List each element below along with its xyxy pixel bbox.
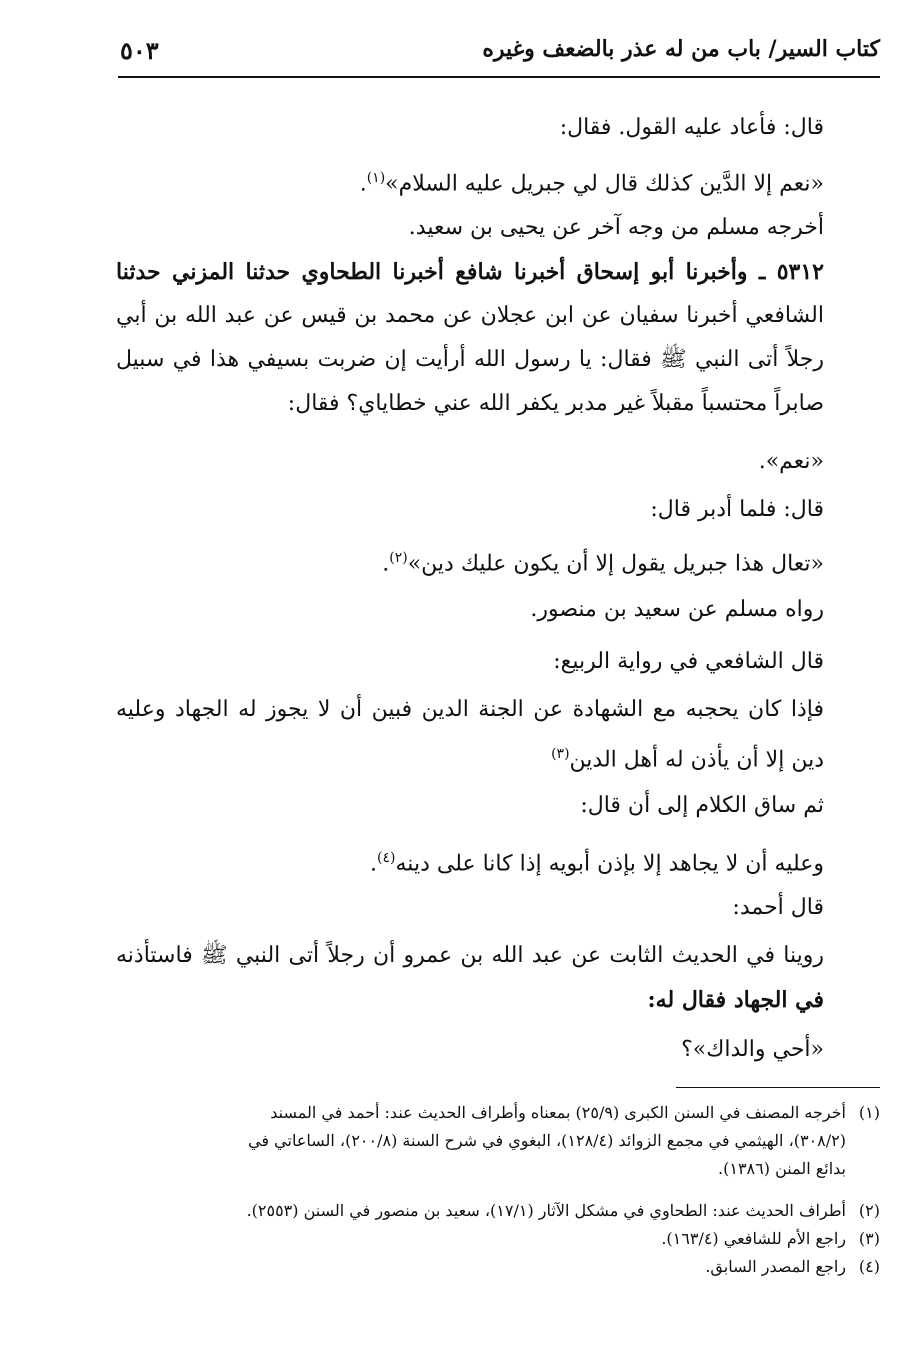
footnote-number: (٢) bbox=[858, 1201, 880, 1220]
text-line: صابراً محتسباً مقبلاً غير مدبر يكفر الله عني خطاياي؟ فقال: bbox=[287, 391, 824, 416]
footnote-text: (٣٠٨/٢)، الهيثمي في مجمع الزوائد (١٢٨/٤)، البغوي في شرح السنة (٢٠٠/٨)، الساعاتي في bbox=[248, 1131, 846, 1150]
footnote-text: بدائع المنن (١٣٨٦). bbox=[718, 1159, 846, 1178]
chapter-title: كتاب السير/ باب من له عذر بالضعف وغيره bbox=[482, 36, 880, 62]
footnote-item bbox=[118, 1254, 880, 1280]
text-line: في الجهاد فقال له: bbox=[647, 987, 824, 1013]
text-line: «أحي والداك»؟ bbox=[681, 1037, 824, 1062]
footnote-continuation bbox=[118, 1128, 880, 1154]
footnote-ref: (٤) bbox=[377, 850, 396, 866]
text-line: ٥٣١٢ ـ وأخبرنا أبو إسحاق أخبرنا شافع أخبرنا الطحاوي حدثنا المزني حدثنا bbox=[116, 259, 824, 285]
footnote-divider bbox=[676, 1087, 880, 1088]
text-line: قال: فلما أدبر قال: bbox=[650, 497, 824, 522]
footnote-ref: (٢) bbox=[389, 550, 408, 566]
footnote-number: (٣) bbox=[858, 1229, 880, 1248]
footnote-number: (٤) bbox=[858, 1257, 880, 1276]
page-number: ٥٠٣ bbox=[120, 36, 159, 65]
text-line: دين إلا أن يأذن له أهل الدين$^{(٣)}$ bbox=[551, 746, 824, 773]
text-line: رجلاً أتى النبي ﷺ فقال: يا رسول الله أرأيت إن ضربت بسيفي هذا في سبيل bbox=[116, 347, 824, 372]
text-line: رواه مسلم عن سعيد بن منصور. bbox=[530, 597, 824, 622]
footnote-continuation bbox=[118, 1156, 880, 1182]
text-line: «تعال هذا جبريل يقول إلا أن يكون عليك دين»$^{(٢)}$. bbox=[382, 550, 824, 577]
running-header bbox=[118, 30, 880, 78]
text-line: قال أحمد: bbox=[732, 895, 824, 920]
text-line: ثم ساق الكلام إلى أن قال: bbox=[580, 793, 824, 818]
text-line: قال: فأعاد عليه القول. فقال: bbox=[559, 115, 824, 140]
main-text bbox=[116, 104, 824, 1084]
footnote-ref: (٣) bbox=[551, 746, 570, 762]
footnote-item bbox=[118, 1198, 880, 1224]
text-line: الشافعي أخبرنا سفيان عن ابن عجلان عن محمد بن قيس عن عبد الله بن أبي bbox=[116, 303, 824, 328]
footnote-number: (١) bbox=[858, 1103, 880, 1122]
text-line: «نعم». bbox=[758, 449, 824, 474]
text-line: «نعم إلا الدَّين كذلك قال لي جبريل عليه السلام»$^{(١)}$. bbox=[359, 170, 824, 197]
footnote-text: راجع المصدر السابق. bbox=[705, 1257, 846, 1276]
footnote-text: أطراف الحديث عند: الطحاوي في مشكل الآثار (١٧/١)، سعيد بن منصور في السنن (٢٥٥٣). bbox=[246, 1201, 846, 1220]
text-line: روينا في الحديث الثابت عن عبد الله بن عمرو أن رجلاً أتى النبي ﷺ فاستأذنه bbox=[116, 943, 824, 968]
text-line: قال الشافعي في رواية الربيع: bbox=[553, 649, 824, 674]
text-line: وعليه أن لا يجاهد إلا بإذن أبويه إذا كانا على دينه$^{(٤)}$. bbox=[370, 850, 824, 877]
footnote-text: راجع الأم للشافعي (١٦٣/٤). bbox=[661, 1229, 846, 1248]
text-line: أخرجه مسلم من وجه آخر عن يحيى بن سعيد. bbox=[408, 215, 824, 240]
text-line: فإذا كان يحجبه مع الشهادة عن الجنة الدين فبين أن لا يجوز له الجهاد وعليه bbox=[116, 697, 824, 722]
footnote-ref: (١) bbox=[366, 170, 386, 186]
footnote-item bbox=[118, 1100, 880, 1126]
footnote-item bbox=[118, 1226, 880, 1252]
footnote-text: أخرجه المصنف في السنن الكبرى (٢٥/٩) بمعناه وأطراف الحديث عند: أحمد في المسند bbox=[270, 1103, 846, 1122]
